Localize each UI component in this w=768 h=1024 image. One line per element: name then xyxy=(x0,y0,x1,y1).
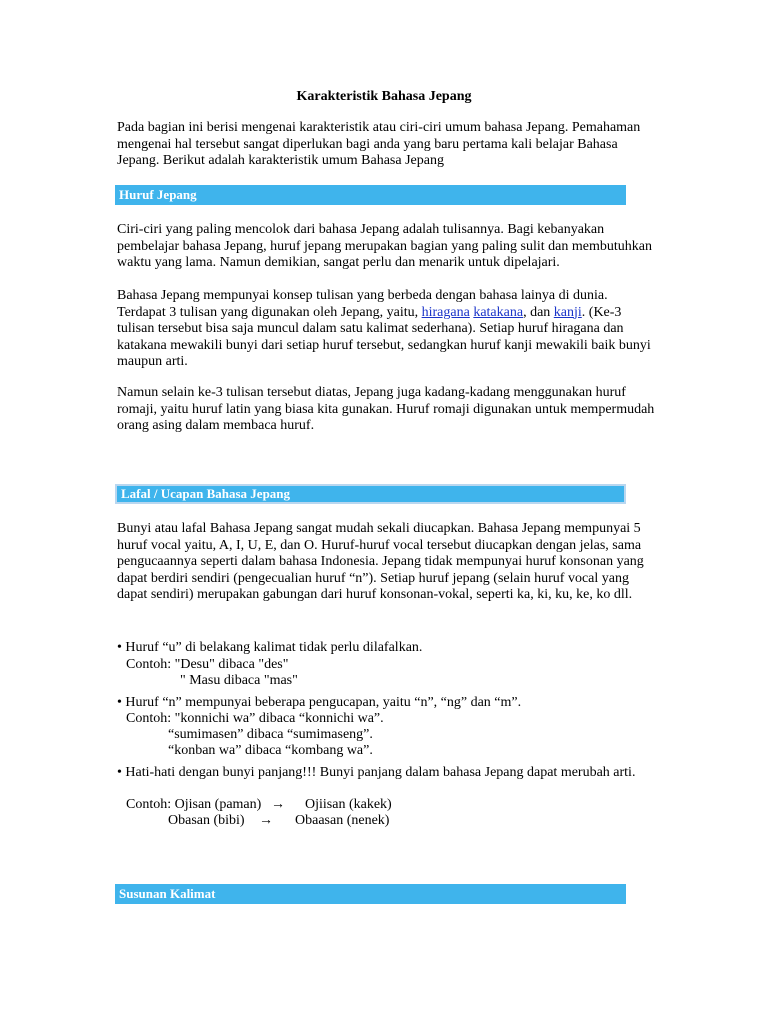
lafal-bullet-3-example-1-right: Ojiisan (kakek) xyxy=(305,797,392,812)
link-separator-2: , dan xyxy=(523,304,554,320)
lafal-bullet-3-example-2-left: Obasan (bibi) xyxy=(168,813,245,828)
section-heading-susunan: Susunan Kalimat xyxy=(115,884,626,904)
section-heading-huruf: Huruf Jepang xyxy=(115,185,626,205)
lafal-bullet-1-example-2: " Masu dibaca "mas" xyxy=(180,673,298,688)
arrow-icon: → xyxy=(271,797,285,812)
huruf-paragraph-2-end: . (Ke-3 tulisan tersebut bisa saja muncul dalam satu kalimat sederhana). Setiap huruf hiragana dan katakana mewakili bunyi dari setiap huruf tersebut, sedangkan huruf kanji mewakili baik bunyi maupun arti. xyxy=(117,304,651,369)
page-title: Karakteristik Bahasa Jepang xyxy=(296,89,472,104)
lafal-bullet-3-example-2-right: Obaasan (nenek) xyxy=(295,813,390,828)
link-kanji[interactable]: kanji xyxy=(553,304,582,320)
section-heading-lafal: Lafal / Ucapan Bahasa Jepang xyxy=(115,484,626,504)
lafal-bullet-1-example-1: Contoh: "Desu" dibaca "des" xyxy=(126,657,289,672)
huruf-paragraph-1: Ciri-ciri yang paling mencolok dari bahasa Jepang adalah tulisannya. Bagi kebanyakan pembelajar bahasa Jepang, huruf jepang merupakan bagian yang paling sulit dan membutuhkan waktu yang lama. Namun demikian, sangat perlu dan menarik untuk dipelajari. xyxy=(117,222,652,270)
huruf-paragraph-2-start: Bahasa Jepang mempunyai konsep tulisan yang berbeda dengan bahasa lainya di dunia. Terdapat 3 tulisan yang digunakan oleh Jepang, yaitu, xyxy=(117,288,608,320)
link-hiragana[interactable]: hiragana xyxy=(421,304,470,320)
lafal-bullet-3-example-1-left: Contoh: Ojisan (paman) xyxy=(126,797,262,812)
lafal-bullet-2-example-3: “konban wa” dibaca “kombang wa”. xyxy=(168,743,373,758)
arrow-icon: → xyxy=(259,813,273,828)
lafal-paragraph-1: Bunyi atau lafal Bahasa Jepang sangat mudah sekali diucapkan. Bahasa Jepang mempunyai 5 huruf vocal yaitu, A, I, U, E, dan O. Huruf-huruf vocal tersebut diucapkan dengan jelas, sama pengucaannya seperti dalam bahasa Indonesia. Jepang tidak mempunyai huruf konsonan yang dapat berdiri sendiri (pengecualian huruf “n”). Setiap huruf jepang (selain huruf vocal yang dapat sendiri) merupakan gabungan dari huruf konsonan-vokal, seperti ka, ki, ku, ke, ko dll. xyxy=(117,521,644,602)
lafal-bullet-2: • Huruf “n” mempunyai beberapa pengucapan, yaitu “n”, “ng” dan “m”. xyxy=(117,695,522,710)
lafal-bullet-1: • Huruf “u” di belakang kalimat tidak perlu dilafalkan. xyxy=(117,640,423,655)
lafal-bullet-2-example-1: Contoh: "konnichi wa” dibaca “konnichi wa”. xyxy=(126,711,384,726)
link-katakana[interactable]: katakana xyxy=(473,304,524,320)
lafal-bullet-3: • Hati-hati dengan bunyi panjang!!! Bunyi panjang dalam bahasa Jepang dapat merubah arti. xyxy=(117,765,636,780)
intro-paragraph: Pada bagian ini berisi mengenai karakteristik atau ciri-ciri umum bahasa Jepang. Pemahaman mengenai hal tersebut sangat diperlukan bagi anda yang baru pertama kali belajar Bahasa Jepang. Berikut adalah karakteristik umum Bahasa Jepang xyxy=(117,120,641,168)
huruf-paragraph-2 xyxy=(117,288,657,371)
huruf-paragraph-3: Namun selain ke-3 tulisan tersebut diatas, Jepang juga kadang-kadang menggunakan huruf romaji, yaitu huruf latin yang biasa kita gunakan. Huruf romaji digunakan untuk mempermudah orang asing dalam membaca huruf. xyxy=(117,385,655,433)
lafal-bullet-2-example-2: “sumimasen” dibaca “sumimaseng”. xyxy=(168,727,373,742)
